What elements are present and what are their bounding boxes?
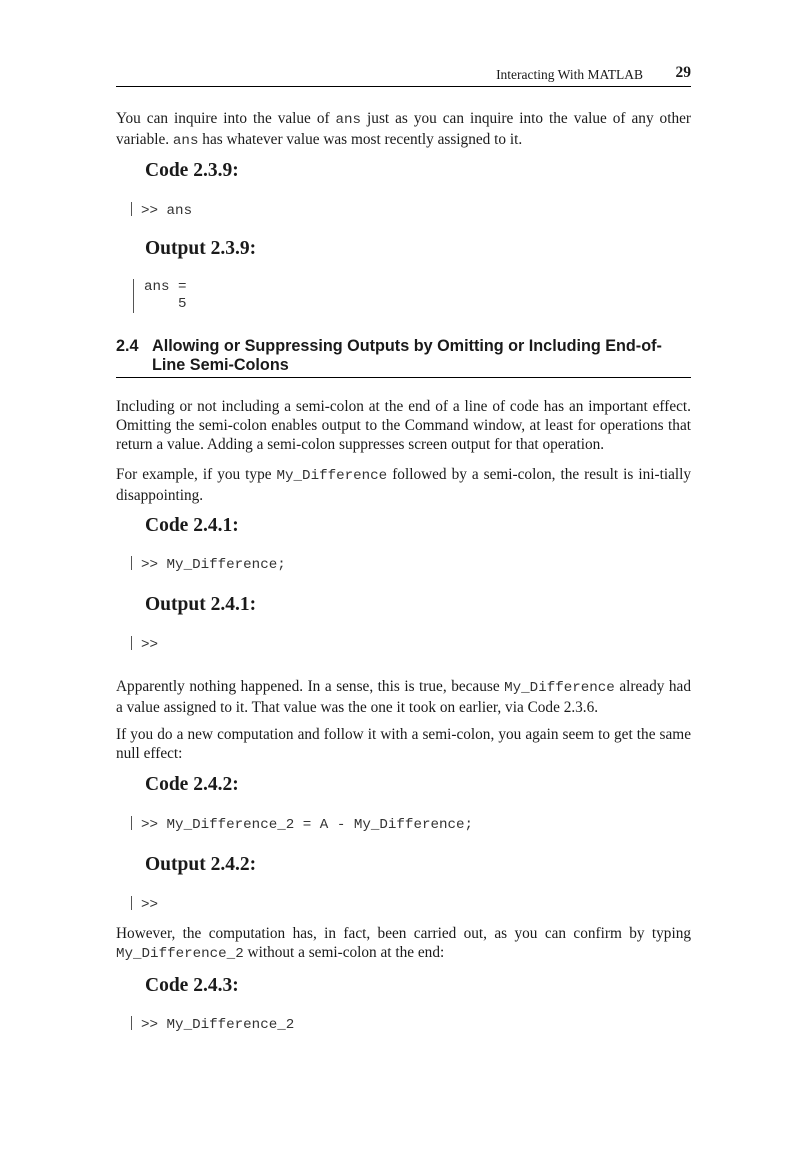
section-heading	[116, 337, 691, 378]
code-block-2-4-1	[131, 556, 286, 575]
code-block-2-3-9	[131, 202, 192, 221]
code-bar	[131, 202, 132, 216]
paragraph-text: followed by a semi-colon, the result is ini-tially disappointing.	[116, 466, 692, 504]
output-block-2-3-9: ans = 5	[133, 279, 187, 313]
code-line: >>	[141, 637, 159, 653]
paragraph-text: just as you can inquire into the value of any other variable.	[116, 110, 691, 148]
code-line: >> My_Difference_2 = A - My_Difference;	[141, 817, 474, 833]
paragraph-apparently	[116, 677, 691, 717]
output-label-2-4-2: Output 2.4.2:	[145, 854, 257, 875]
code-label-2-4-3: Code 2.4.3:	[145, 975, 239, 996]
code-bar	[131, 816, 132, 830]
output-block-2-4-2	[131, 896, 158, 915]
page-number: 29	[675, 64, 691, 81]
paragraph-new-computation: If you do a new computation and follow it with a semi-colon, you again seem to get the same null effect:	[116, 726, 691, 762]
paragraph-semicolon-effect: Including or not including a semi-colon at the end of a line of code has an important effect. Omitting the semi-colon enables output to the Command window, at least for operations that return a value. Adding a semi-colon suppresses screen output for that operation.	[116, 398, 691, 453]
paragraph-example	[116, 465, 691, 505]
running-header	[116, 66, 691, 87]
code-bar	[131, 636, 132, 650]
running-title: Interacting With MATLAB	[496, 67, 643, 82]
paragraph-text: Apparently nothing happened. In a sense, this is true, because	[116, 678, 505, 695]
paragraph-text: However, the computation has, in fact, been carried out, as you can confirm by typing	[116, 925, 691, 942]
inline-code: My_Difference	[504, 680, 615, 696]
paragraph-text: You can inquire into the value of	[116, 110, 336, 127]
code-label-2-4-2: Code 2.4.2:	[145, 774, 239, 795]
code-label-2-4-1: Code 2.4.1:	[145, 515, 239, 536]
section-number: 2.4	[116, 337, 139, 355]
code-line: >> My_Difference;	[141, 557, 286, 573]
code-block-2-4-2	[131, 816, 473, 835]
paragraph-text: For example, if you type	[116, 466, 277, 483]
code-bar	[131, 896, 132, 910]
output-label-2-4-1: Output 2.4.1:	[145, 594, 257, 615]
output-block-2-4-1	[131, 636, 158, 655]
inline-code: ans	[335, 112, 362, 128]
code-line: >>	[141, 897, 159, 913]
paragraph-text: already had a value assigned to it. That value was the one it took on earlier, via Code 2.3.6.	[116, 678, 691, 716]
paragraph-text: without a semi-colon at the end:	[243, 944, 445, 961]
inline-code: My_Difference	[276, 468, 388, 484]
code-line: >> ans	[141, 203, 193, 219]
code-block-2-4-3	[131, 1016, 294, 1035]
inline-code: ans	[172, 133, 199, 149]
code-bar	[131, 556, 132, 570]
section-title: Allowing or Suppressing Outputs by Omitting or Including End-of-Line Semi-Colons	[152, 337, 662, 374]
paragraph-text: has whatever value was most recently assigned to it.	[198, 131, 523, 148]
code-bar	[131, 1016, 132, 1030]
output-label-2-3-9: Output 2.3.9:	[145, 238, 257, 259]
inline-code: My_Difference_2	[116, 946, 244, 962]
paragraph-ans-intro	[116, 109, 691, 151]
code-label-2-3-9: Code 2.3.9:	[145, 160, 239, 181]
code-line: >> My_Difference_2	[141, 1017, 295, 1033]
paragraph-however	[116, 924, 691, 964]
